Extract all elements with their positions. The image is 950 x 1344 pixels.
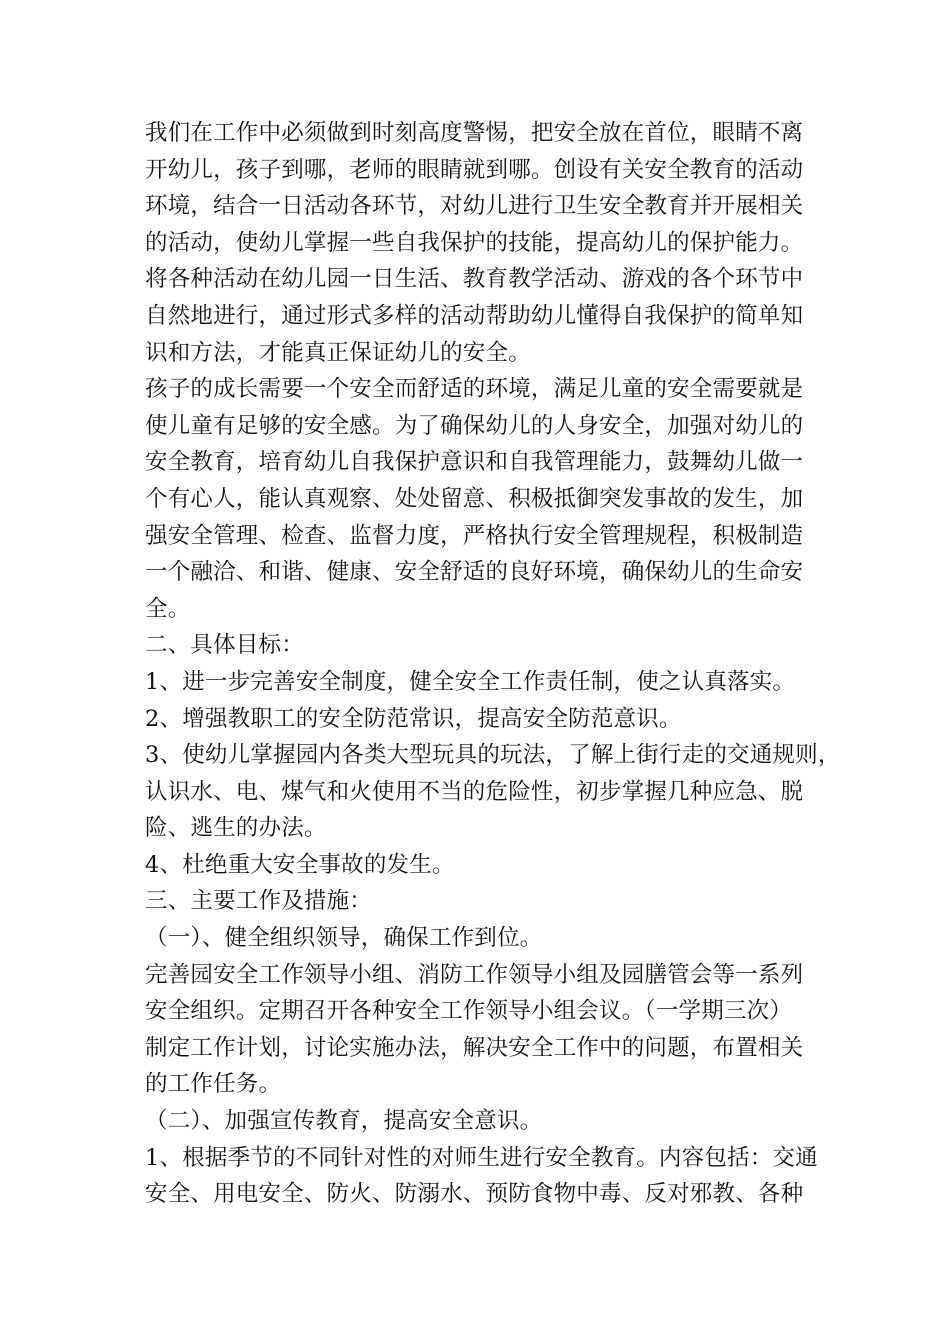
list-item: 1、进一步完善安全制度，健全安全工作责任制，使之认真落实。 bbox=[145, 668, 796, 695]
text-line: 的活动，使幼儿掌握一些自我保护的技能，提高幼儿的保护能力。 bbox=[145, 229, 804, 256]
text-line: 一个融洽、和谐、健康、安全舒适的良好环境，确保幼儿的生命安 bbox=[145, 559, 804, 586]
subsection-heading: （二）、加强宣传教育，提高安全意识。 bbox=[145, 1108, 543, 1135]
text-line: 安全组织。定期召开各种安全工作领导小组会议。（一学期三次） bbox=[145, 998, 793, 1025]
text-line: 制定工作计划，讨论实施办法，解决安全工作中的问题，布置相关 bbox=[145, 1034, 804, 1061]
list-item: 3、使幼儿掌握园内各类大型玩具的玩法，了解上街行走的交通规则， bbox=[145, 742, 841, 769]
list-item: 2、增强教职工的安全防范常识，提高安全防范意识。 bbox=[145, 705, 682, 732]
text-line: 全。 bbox=[145, 595, 191, 622]
subsection-heading: （一）、健全组织领导，确保工作到位。 bbox=[145, 925, 543, 952]
text-line: 认识水、电、煤气和火使用不当的危险性，初步掌握几种应急、脱 bbox=[145, 778, 804, 805]
text-line: 安全教育，培育幼儿自我保护意识和自我管理能力，鼓舞幼儿做一 bbox=[145, 449, 804, 476]
text-line: 我们在工作中必须做到时刻高度警惕，把安全放在首位，眼睛不离 bbox=[145, 120, 804, 146]
text-line: 险、逃生的办法。 bbox=[145, 815, 327, 842]
section-heading: 三、主要工作及措施： bbox=[145, 888, 373, 915]
text-line: 自然地进行，通过形式多样的活动帮助幼儿懂得自我保护的简单知 bbox=[145, 302, 804, 329]
document-body bbox=[145, 115, 841, 1213]
text-line: 完善园安全工作领导小组、消防工作领导小组及园膳管会等一系列 bbox=[145, 961, 804, 988]
list-item: 1、根据季节的不同针对性的对师生进行安全教育。内容包括：交通 bbox=[145, 1144, 818, 1171]
text-line: 环境，结合一日活动各环节，对幼儿进行卫生安全教育并开展相关 bbox=[145, 193, 804, 220]
text-line: 个有心人，能认真观察、处处留意、积极抵御突发事故的发生，加 bbox=[145, 485, 804, 512]
text-line: 使儿童有足够的安全感。为了确保幼儿的人身安全，加强对幼儿的 bbox=[145, 412, 804, 439]
text-line: 的工作任务。 bbox=[145, 1071, 282, 1098]
text-line: 安全、用电安全、防火、防溺水、预防食物中毒、反对邪教、各种 bbox=[145, 1181, 804, 1208]
text-line: 将各种活动在幼儿园一日生活、教育教学活动、游戏的各个环节中 bbox=[145, 266, 804, 293]
text-line: 孩子的成长需要一个安全而舒适的环境，满足儿童的安全需要就是 bbox=[145, 376, 804, 403]
section-heading: 二、具体目标： bbox=[145, 632, 304, 659]
text-line: 强安全管理、检查、监督力度，严格执行安全管理规程，积极制造 bbox=[145, 522, 804, 549]
text-line: 识和方法，才能真正保证幼儿的安全。 bbox=[145, 339, 531, 366]
list-item: 4、杜绝重大安全事故的发生。 bbox=[145, 851, 455, 878]
text-line: 开幼儿，孩子到哪，老师的眼睛就到哪。创设有关安全教育的活动 bbox=[145, 156, 804, 183]
